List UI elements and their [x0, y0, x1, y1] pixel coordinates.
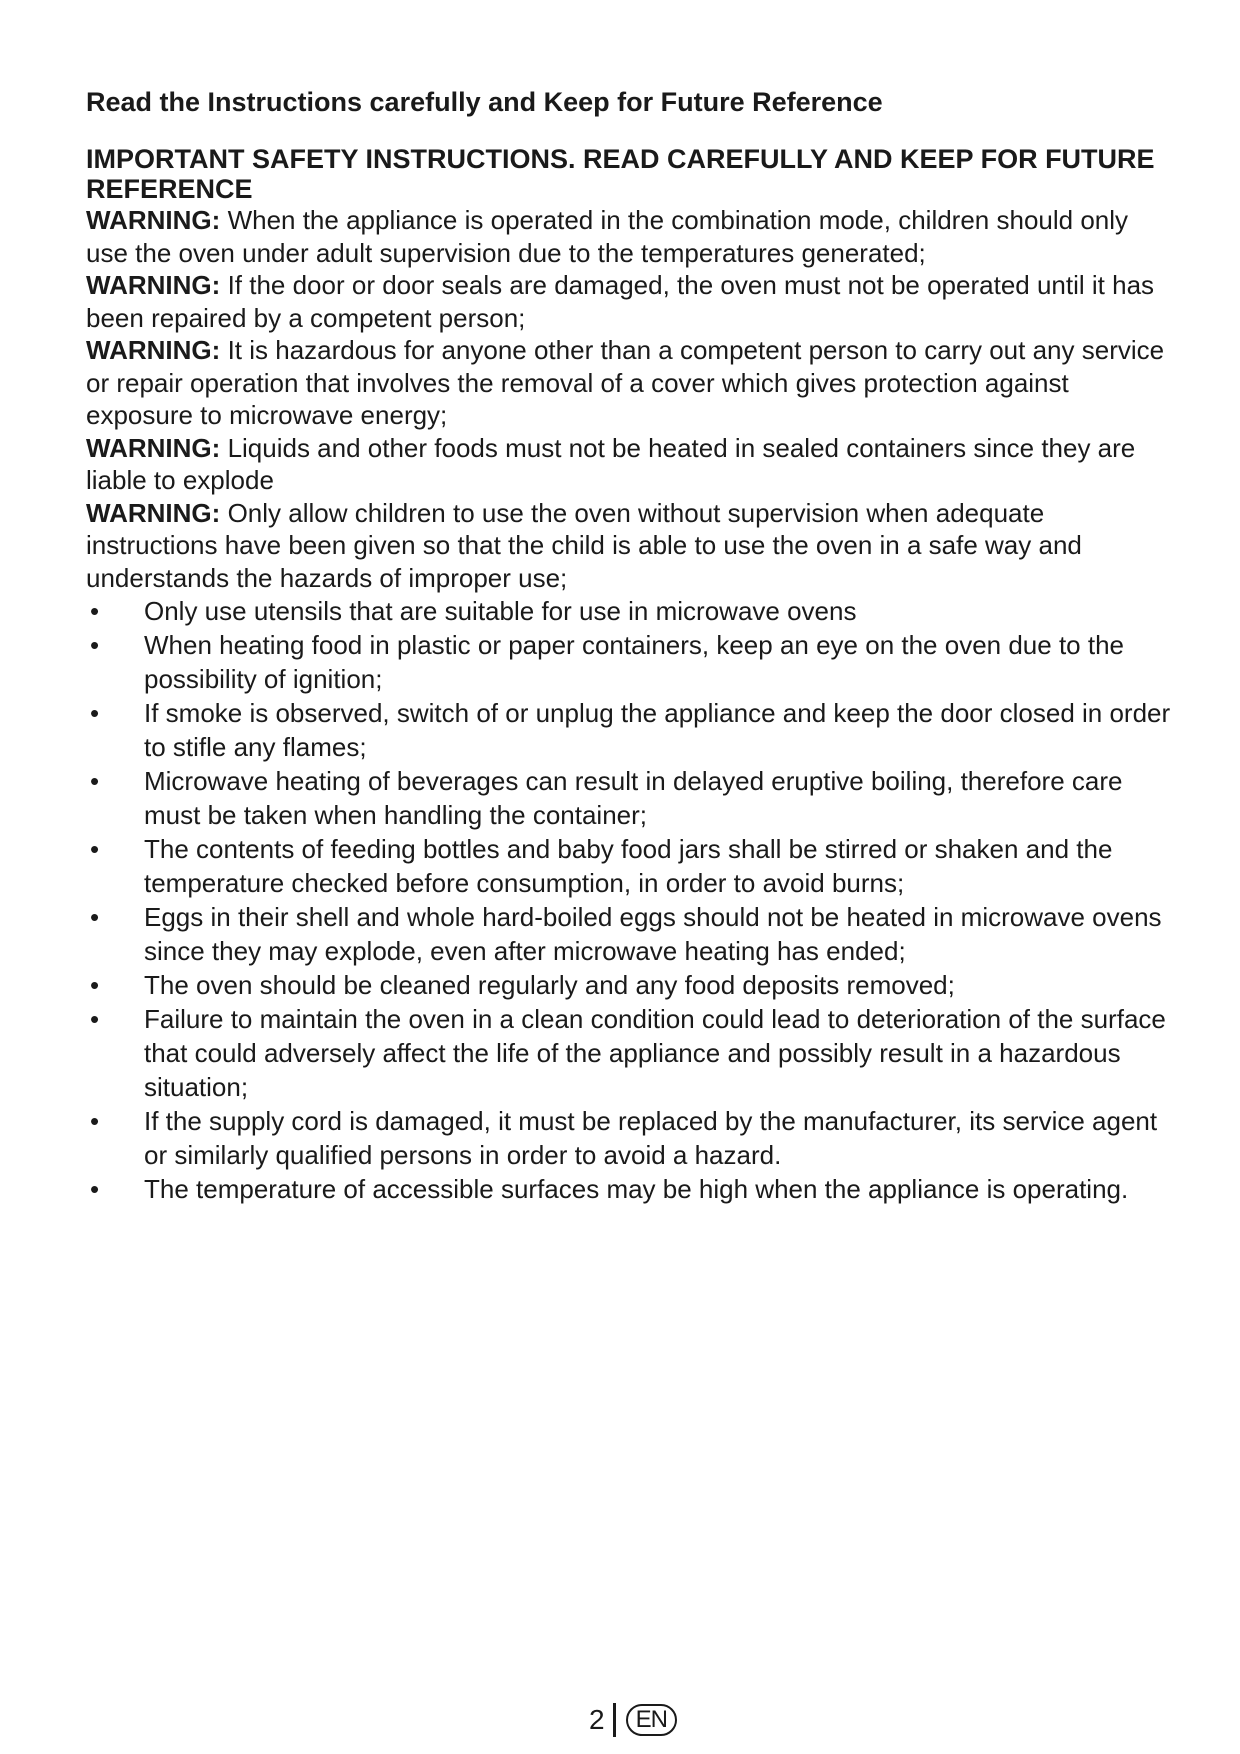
list-item — [86, 594, 1176, 628]
warnings-section — [86, 204, 1176, 594]
warning-paragraph — [86, 497, 1176, 595]
warning-text: If the door or door seals are damaged, the oven must not be operated until it has been repaired by a competent person; — [86, 270, 1155, 333]
list-item — [86, 628, 1176, 696]
list-item-text: Eggs in their shell and whole hard-boiled eggs should not be heated in microwave ovens since they may explode, even after microwave heating has ended; — [144, 902, 1162, 966]
bullet-icon: • — [90, 1174, 100, 1204]
bullet-icon: • — [90, 1106, 100, 1136]
warning-paragraph — [86, 204, 1176, 269]
warning-label: WARNING: — [86, 205, 221, 235]
bullet-icon: • — [90, 698, 100, 728]
warning-text: Liquids and other foods must not be heated in sealed containers since they are liable to explode — [86, 432, 1136, 495]
bullet-icon: • — [90, 766, 100, 796]
warning-paragraph — [86, 334, 1176, 432]
list-item — [86, 1172, 1176, 1206]
bullet-icon: • — [90, 834, 100, 864]
list-item-text: The contents of feeding bottles and baby food jars shall be stirred or shaken and the temperature checked before consumption, in order to avoid burns; — [144, 834, 1113, 898]
list-item-text: The temperature of accessible surfaces may be high when the appliance is operating. — [144, 1174, 1129, 1204]
page-footer — [0, 1700, 1240, 1740]
bullet-icon: • — [90, 630, 100, 660]
list-item — [86, 764, 1176, 832]
list-item — [86, 1104, 1176, 1172]
warning-text: When the appliance is operated in the combination mode, children should only use the oven under adult supervision due to the temperatures generated; — [86, 205, 1129, 268]
list-item-text: If the supply cord is damaged, it must be replaced by the manufacturer, its service agent or similarly qualified persons in order to avoid a hazard. — [144, 1106, 1158, 1170]
list-item — [86, 696, 1176, 764]
language-badge: EN — [626, 1704, 677, 1736]
safety-bullet-list — [86, 594, 1176, 1206]
list-item-text: When heating food in plastic or paper containers, keep an eye on the oven due to the possibility of ignition; — [144, 630, 1125, 694]
list-item-text: Microwave heating of beverages can result in delayed eruptive boiling, therefore care must be taken when handling the container; — [144, 766, 1123, 830]
list-item — [86, 1002, 1176, 1104]
bullet-icon: • — [90, 1004, 100, 1034]
list-item-text: If smoke is observed, switch of or unplug the appliance and keep the door closed in order to stifle any flames; — [144, 698, 1171, 762]
bullet-icon: • — [90, 970, 100, 1000]
warning-label: WARNING: — [86, 432, 221, 463]
warning-paragraph — [86, 269, 1176, 334]
document-page — [86, 82, 1176, 1206]
list-item-text: The oven should be cleaned regularly and any food deposits removed; — [144, 970, 955, 1000]
list-item — [86, 968, 1176, 1002]
list-item — [86, 832, 1176, 900]
warning-paragraph — [86, 432, 1176, 497]
warning-text: Only allow children to use the oven without supervision when adequate instructions have been given so that the child is able to use the oven in a safe way and understands the hazards of improper use; — [86, 497, 1082, 593]
bullet-icon: • — [90, 596, 100, 626]
warning-label: WARNING: — [86, 270, 221, 300]
warning-label: WARNING: — [86, 497, 221, 528]
safety-heading: IMPORTANT SAFETY INSTRUCTIONS. READ CAREFULLY AND KEEP FOR FUTURE REFERENCE — [86, 144, 1155, 204]
warning-text: It is hazardous for anyone other than a competent person to carry out any service or repair operation that involves the removal of a cover which gives protection against exposure to microwave energy; — [86, 335, 1165, 430]
footer-divider — [613, 1703, 616, 1737]
bullet-icon: • — [90, 902, 100, 932]
page-heading: Read the Instructions carefully and Keep for Future Reference — [86, 87, 883, 117]
list-item — [86, 900, 1176, 968]
warning-label: WARNING: — [86, 335, 221, 365]
list-item-text: Only use utensils that are suitable for use in microwave ovens — [144, 596, 857, 626]
list-item-text: Failure to maintain the oven in a clean condition could lead to deterioration of the surface that could adversely affect the life of the appliance and possibly result in a hazardous situation; — [144, 1004, 1166, 1102]
page-number: 2 — [589, 1704, 605, 1735]
